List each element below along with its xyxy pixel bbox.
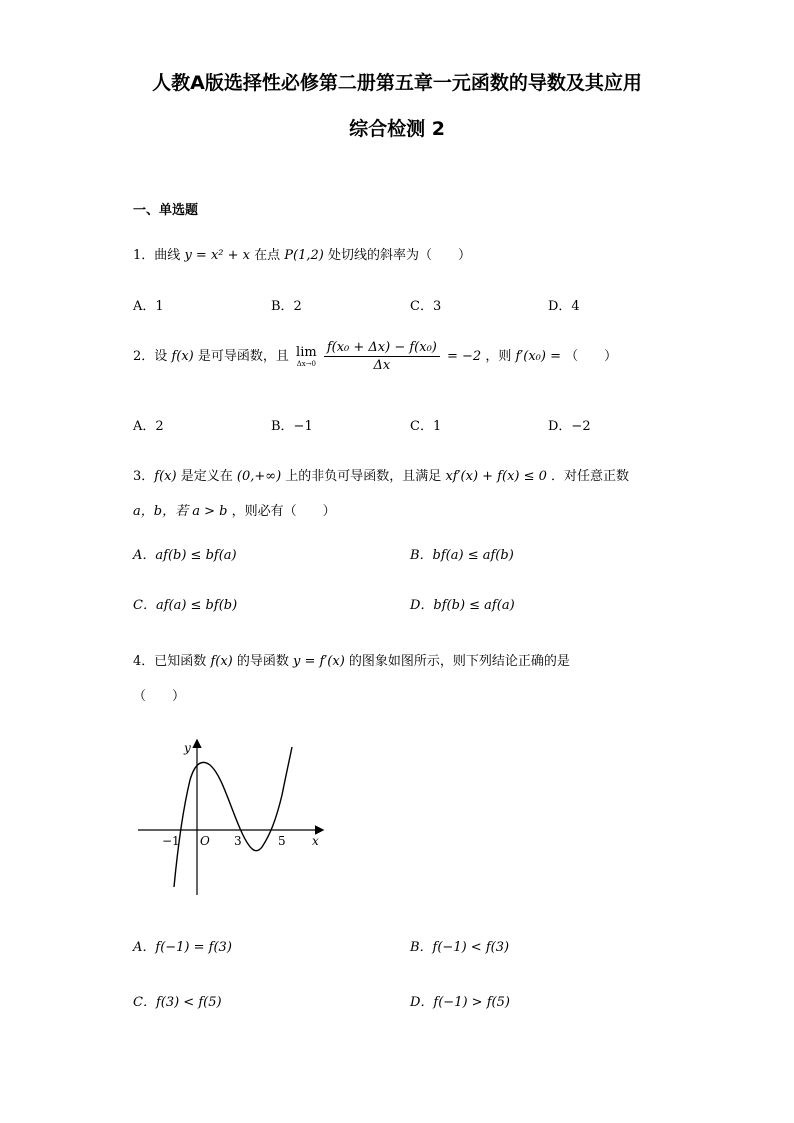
question-3-condition: xf′(x) + f(x) ≤ 0 <box>445 469 547 484</box>
section-heading: 一、单选题 <box>133 203 199 218</box>
question-2-function: f(x) <box>171 349 194 364</box>
tick-label-neg1: −1 <box>162 834 180 848</box>
question-2-limit <box>296 345 317 368</box>
tick-label-5: 5 <box>278 834 286 848</box>
fraction-denominator: Δx <box>373 358 391 373</box>
question-2-text-post1: ，则 <box>485 349 512 364</box>
question-2-fraction <box>324 340 440 373</box>
question-1-option-d: D．4 <box>548 299 580 314</box>
question-2-option-b: B．−1 <box>271 419 313 434</box>
question-4-function: f(x) <box>210 654 233 669</box>
derivative-graph <box>130 735 330 900</box>
limit-subscript: Δx→0 <box>296 360 317 368</box>
title-line-1: 人教A版选择性必修第二册第五章一元函数的导数及其应用 <box>152 72 642 94</box>
question-3-text-3: ．对任意正数 <box>551 469 630 484</box>
question-2-text-post2: （ ） <box>565 349 618 364</box>
question-1-text-post: 处切线的斜率为（ ） <box>328 248 472 263</box>
title-line-2: 综合检测 2 <box>349 118 445 140</box>
origin-label: O <box>200 834 210 848</box>
question-1-option-a: A．1 <box>133 299 164 314</box>
derivative-curve <box>174 747 292 887</box>
question-4-paren: （ ） <box>133 689 186 704</box>
question-1-text-mid: 在点 <box>254 248 281 263</box>
question-2-option-c: C．1 <box>410 419 442 434</box>
question-3-text-2: 上的非负可导函数，且满足 <box>285 469 442 484</box>
limit-symbol: lim <box>296 345 317 360</box>
question-1-curve: y = x² + x <box>184 248 250 263</box>
question-3-interval: (0,+∞) <box>236 469 282 484</box>
question-3-option-a: A．af(b) ≤ bf(a) <box>133 548 237 563</box>
question-2-text-pre: 设 <box>154 349 168 364</box>
question-3-text-4: ，则必有（ ） <box>231 504 336 519</box>
question-1-option-c: C．3 <box>410 299 442 314</box>
question-2-option-d: D．−2 <box>548 419 591 434</box>
question-4-option-a: A．f(−1) = f(3) <box>133 940 232 955</box>
question-3-option-c: C．af(a) ≤ bf(b) <box>133 598 238 613</box>
question-2-derivative: f′(x₀) = <box>515 349 561 364</box>
question-3-number: 3． <box>133 469 155 484</box>
question-3-vars: a，b，若 <box>133 504 189 519</box>
question-1-option-b: B．2 <box>271 299 302 314</box>
question-4-text-1: 已知函数 <box>154 654 207 669</box>
tick-label-3: 3 <box>234 834 242 848</box>
question-1-number: 1． <box>133 248 155 263</box>
question-3-text-1: 是定义在 <box>180 469 233 484</box>
question-3-option-d: D．bf(b) ≤ af(a) <box>410 598 515 613</box>
question-3-line-2 <box>133 500 336 519</box>
question-4-text-3: 的图象如图所示，则下列结论正确的是 <box>348 654 570 669</box>
y-axis-label: y <box>184 741 191 755</box>
question-4-option-b: B．f(−1) < f(3) <box>410 940 510 955</box>
question-2 <box>133 340 617 373</box>
fraction-numerator: f(x₀ + Δx) − f(x₀) <box>324 340 440 357</box>
question-4-text-2: 的导函数 <box>236 654 289 669</box>
question-4-number: 4． <box>133 654 155 669</box>
question-2-number: 2． <box>133 349 155 364</box>
question-3-option-b: B．bf(a) ≤ af(b) <box>410 548 514 563</box>
question-3-inequality: a > b <box>192 504 228 519</box>
question-2-option-a: A．2 <box>133 419 164 434</box>
question-2-text-mid: 是可导函数，且 <box>197 349 289 364</box>
question-4-option-d: D．f(−1) > f(5) <box>410 995 510 1010</box>
question-1-text-pre: 曲线 <box>154 248 181 263</box>
question-3 <box>133 465 629 484</box>
question-4 <box>133 650 570 669</box>
question-1-point: P(1,2) <box>284 248 324 263</box>
question-4-derivative: y = f′(x) <box>293 654 345 669</box>
question-3-function: f(x) <box>154 469 177 484</box>
x-axis-label: x <box>312 834 319 848</box>
question-1 <box>133 244 471 263</box>
question-4-option-c: C．f(3) < f(5) <box>133 995 222 1010</box>
question-2-equals: = −2 <box>447 349 482 364</box>
